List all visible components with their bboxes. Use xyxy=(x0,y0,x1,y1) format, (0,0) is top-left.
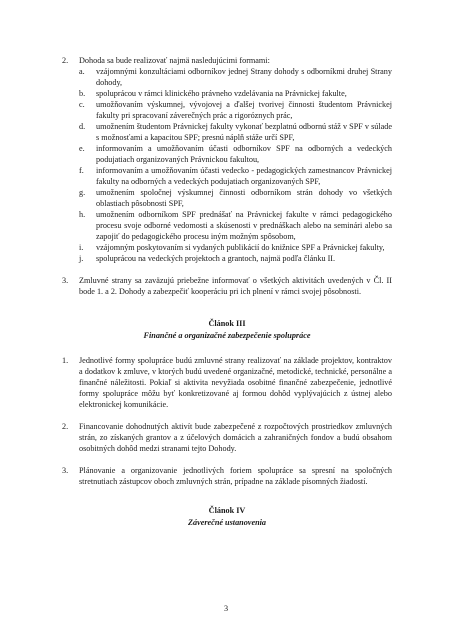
sub-text: umožnením spoločnej výskumnej činnosti odborníkom strán dohody vo všetkých oblastiach pôsobnosti SPF, xyxy=(96,187,392,208)
sub-letter: g. xyxy=(79,187,86,197)
sub-letter: a. xyxy=(79,66,85,76)
item-number: 3. xyxy=(62,275,69,285)
sub-item-b xyxy=(79,89,392,100)
sub-letter: d. xyxy=(79,121,86,131)
sub-item-h xyxy=(79,210,392,243)
page-number: 3 xyxy=(223,604,229,613)
sub-text: vzájomným poskytovaním si vydaných publikácií do knižnice SPF a Právnickej fakulty, xyxy=(96,242,385,252)
sub-item-i xyxy=(79,243,392,254)
sub-list xyxy=(79,67,392,265)
sub-text: umožnením odborníkom SPF prednášať na Právnickej fakulte v rámci pedagogického procesu svoje odborné vedomosti a skúsenosti v prednáškach alebo na seminári alebo sa zapojiť do pedagogického procesu iným možným spôsobom, xyxy=(96,209,392,241)
article-3-item-2 xyxy=(62,422,392,455)
sub-item-g xyxy=(79,188,392,210)
sub-text: spoluprácou v rámci klinického právneho vzdelávania na Právnickej fakulte, xyxy=(96,88,347,98)
sub-text: informovaním a umožňovaním účasti vedecko - pedagogických zamestnancov Právnickej fakulty na odborných a vedeckých podujatiach organizovaných SPF, xyxy=(96,165,392,186)
sub-item-f xyxy=(79,166,392,188)
sub-letter: j. xyxy=(79,253,84,263)
sub-item-d xyxy=(79,122,392,144)
sub-letter: b. xyxy=(79,88,86,98)
sub-item-e xyxy=(79,144,392,166)
article-4-title: Článok IV xyxy=(208,506,246,516)
item-text: Jednotlivé formy spolupráce budú zmluvné strany realizovať na základe projektov, kontraktov a dodatkov k zmluve, v ktorých budú uvedené organizačné, metodické, technické, personálne a finančné náležitosti. Pokiaľ si aktivita nevyžiada osobitné finančné zabezpečenie, jednotlivé formy spolupráce môžu byť konkretizované aj formou dohôd vyplývajúcich z ústnej alebo elektronickej komunikácie. xyxy=(79,355,392,409)
item-number: 3. xyxy=(62,465,69,475)
article-3-subtitle: Finančné a organizačné zabezpečenie spolupráce xyxy=(143,330,311,340)
item-text: Plánovanie a organizovanie jednotlivých foriem spolupráce sa spresní na spoločných stretnutiach zástupcov oboch zmluvných strán, prípadne na základe písomných žiadostí. xyxy=(79,465,392,486)
sub-item-a xyxy=(79,67,392,89)
sub-letter: h. xyxy=(79,209,86,219)
sub-text: umožňovaním výskumnej, vývojovej a ďalšej tvorivej činnosti študentom Právnickej fakulty pri spracovaní záverečných prác a rigoróznych prác, xyxy=(96,99,392,120)
sub-text: informovaním a umožňovaním účasti odborníkov SPF na odborných a vedeckých podujatiach organizovaných Právnickou fakultou, xyxy=(96,143,392,164)
sub-item-j xyxy=(79,254,392,265)
item-number: 2. xyxy=(62,56,69,65)
sub-letter: e. xyxy=(79,143,85,153)
sub-letter: f. xyxy=(79,165,84,175)
sub-text: vzájomnými konzultáciami odborníkov jednej Strany dohody s odborníkmi druhej Strany dohody, xyxy=(96,66,392,87)
item-number: 1. xyxy=(62,355,69,365)
item-intro: Dohoda sa bude realizovať najmä nasledujúcimi formami: xyxy=(79,56,270,65)
sub-text: spoluprácou na vedeckých projektoch a grantoch, najmä podľa článku II. xyxy=(96,253,336,263)
sub-letter: i. xyxy=(79,242,84,252)
sub-item-c xyxy=(79,100,392,122)
item-number: 2. xyxy=(62,421,69,431)
list-item-3 xyxy=(62,276,392,298)
sub-letter: c. xyxy=(79,99,85,109)
sub-text: umožnením študentom Právnickej fakulty vykonať bezplatnú odbornú stáž v SPF v súlade s možnosťami a kapacitou SPF; presnú náplň stáže určí SPF, xyxy=(96,121,392,142)
article-3-item-3 xyxy=(62,466,392,488)
item-text: Zmluvné strany sa zaväzujú priebežne informovať o všetkých aktivitách uvedených v Čl. II bode 1. a 2. Dohody a zabezpečiť kooperáciu pri ich plnení v rámci svojej pôsobnosti. xyxy=(79,275,392,296)
article-3-title: Článok III xyxy=(208,318,246,328)
item-text: Financovanie dohodnutých aktivít bude zabezpečené z rozpočtových prostriedkov zmluvných strán, zo získaných grantov a z účelových domácich a zahraničných fondov a budú obsahom osobitných dohôd medzi stranami tejto Dohody. xyxy=(79,421,392,453)
article-4-subtitle: Záverečné ustanovenia xyxy=(188,518,266,528)
article-3-item-1 xyxy=(62,356,392,411)
list-item-2 xyxy=(62,56,392,265)
